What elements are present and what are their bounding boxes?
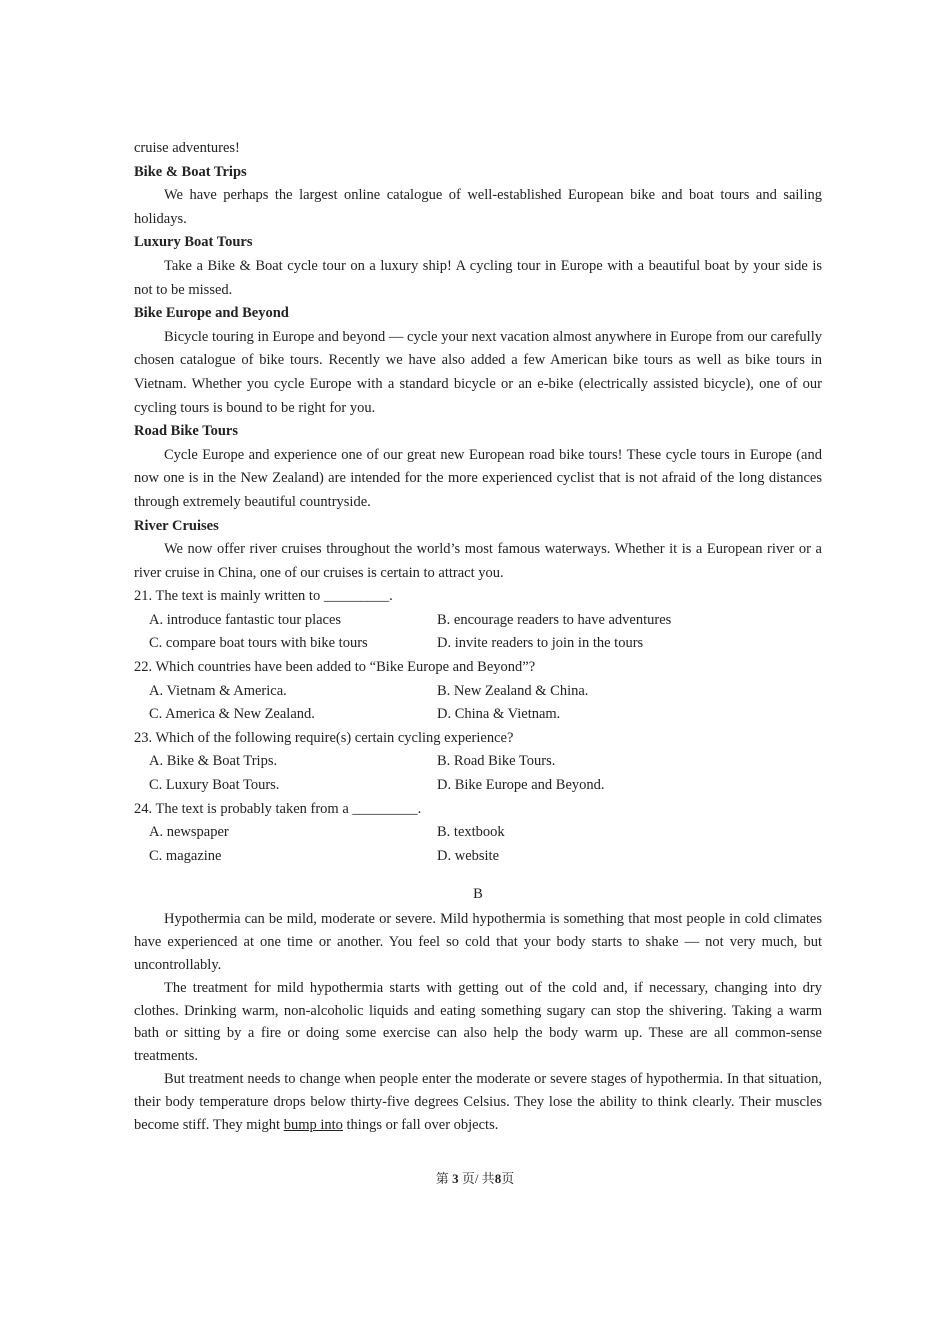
heading-bike-europe-beyond: Bike Europe and Beyond bbox=[134, 305, 289, 322]
option-b: B. textbook bbox=[437, 824, 505, 841]
option-c: C. magazine bbox=[149, 847, 222, 864]
option-c: C. Luxury Boat Tours. bbox=[149, 777, 280, 794]
footer-suffix: 页 bbox=[501, 1171, 515, 1186]
answer-options bbox=[134, 821, 822, 868]
option-a: A. Vietnam & America. bbox=[149, 682, 287, 699]
option-c: C. America & New Zealand. bbox=[149, 706, 315, 723]
option-b: B. Road Bike Tours. bbox=[437, 753, 556, 770]
passage-b-letter: B bbox=[473, 886, 483, 903]
paragraph-text: things or fall over objects. bbox=[342, 1116, 499, 1133]
paragraph-bike-europe-beyond: Bicycle touring in Europe and beyond — cycle your next vacation almost anywhere in Europe from our carefully chosen catalogue of bike tours. Recently we have also added a few American bike tours as well as bike tours in Vietnam. Whether you cycle Europe with a standard bicycle or an e-bike (electrically assisted bicycle), one of our cycling tours is bound to be right for you. bbox=[134, 328, 822, 416]
option-d: D. website bbox=[437, 847, 500, 864]
heading-river-cruises: River Cruises bbox=[134, 517, 219, 534]
option-d: D. Bike Europe and Beyond. bbox=[437, 777, 605, 794]
paragraph-bike-boat-trips: We have perhaps the largest online catalogue of well-established European bike and boat tours and sailing holidays. bbox=[134, 187, 822, 227]
page-content bbox=[134, 137, 822, 1136]
paragraph-road-bike-tours: Cycle Europe and experience one of our great new European road bike tours! These cycle tours in Europe (and now one is in the New Zealand) are intended for the more experienced cyclist that is not afraid of the long distances through extremely beautiful countryside. bbox=[134, 446, 822, 510]
paragraph-river-cruises: We now offer river cruises throughout the world’s most famous waterways. Whether it is a European river or a river cruise in China, one of our cruises is certain to attract you. bbox=[134, 541, 822, 581]
question-stem: 22. Which countries have been added to “Bike Europe and Beyond”? bbox=[134, 659, 536, 676]
total-pages: 8 bbox=[494, 1171, 502, 1186]
passage-b-paragraph-2: The treatment for mild hypothermia starts with getting out of the cold and, if necessary, changing into dry clothes. Drinking warm, non-alcoholic liquids and eating something sugary can stop the shivering. Taking a warm bath or sitting by a fire or doing some exercise can also help the body warm up. These are all common-sense treatments. bbox=[134, 979, 822, 1065]
underlined-phrase: bump into bbox=[283, 1116, 343, 1133]
option-d: D. invite readers to join in the tours bbox=[437, 635, 644, 652]
option-a: A. introduce fantastic tour places bbox=[149, 611, 342, 628]
question-stem: 23. Which of the following require(s) certain cycling experience? bbox=[134, 729, 514, 746]
footer-middle: 页/ 共 bbox=[458, 1171, 495, 1186]
heading-road-bike-tours: Road Bike Tours bbox=[134, 423, 238, 440]
option-a: A. newspaper bbox=[149, 824, 229, 841]
option-c: C. compare boat tours with bike tours bbox=[149, 635, 368, 652]
question-21 bbox=[134, 585, 822, 656]
option-a: A. Bike & Boat Trips. bbox=[149, 753, 278, 770]
option-b: B. New Zealand & China. bbox=[437, 682, 589, 699]
passage-b-paragraph-3 bbox=[134, 1068, 822, 1136]
paragraph-luxury-boat-tours: Take a Bike & Boat cycle tour on a luxury ship! A cycling tour in Europe with a beautiful boat by your side is not to be missed. bbox=[134, 257, 822, 298]
page-number: 3 bbox=[452, 1171, 459, 1186]
footer-prefix: 第 bbox=[435, 1171, 453, 1186]
heading-bike-boat-trips: Bike & Boat Trips bbox=[134, 163, 247, 180]
page-footer bbox=[0, 1168, 950, 1187]
question-23 bbox=[134, 727, 822, 798]
question-24 bbox=[134, 798, 822, 869]
option-d: D. China & Vietnam. bbox=[437, 706, 561, 723]
answer-options bbox=[134, 680, 822, 727]
paragraph-text: But treatment needs to change when people enter the moderate or severe stages of hypothermia. In that situation, their body temperature drops below thirty-five degrees Celsius. They lose the ability to think clearly. Their muscles become stiff. They might bbox=[134, 1070, 822, 1133]
answer-options bbox=[134, 609, 822, 656]
answer-options bbox=[134, 750, 822, 797]
heading-luxury-boat-tours: Luxury Boat Tours bbox=[134, 234, 253, 251]
intro-tail: cruise adventures! bbox=[134, 140, 240, 156]
question-22 bbox=[134, 656, 822, 727]
option-b: B. encourage readers to have adventures bbox=[437, 611, 672, 628]
question-stem: 24. The text is probably taken from a _________. bbox=[134, 800, 422, 817]
passage-b-paragraph-1: Hypothermia can be mild, moderate or severe. Mild hypothermia is something that most people in cold climates have experienced at one time or another. You feel so cold that your body starts to shake — not very much, but uncontrollably. bbox=[134, 911, 822, 973]
question-stem: 21. The text is mainly written to _________. bbox=[134, 588, 393, 605]
